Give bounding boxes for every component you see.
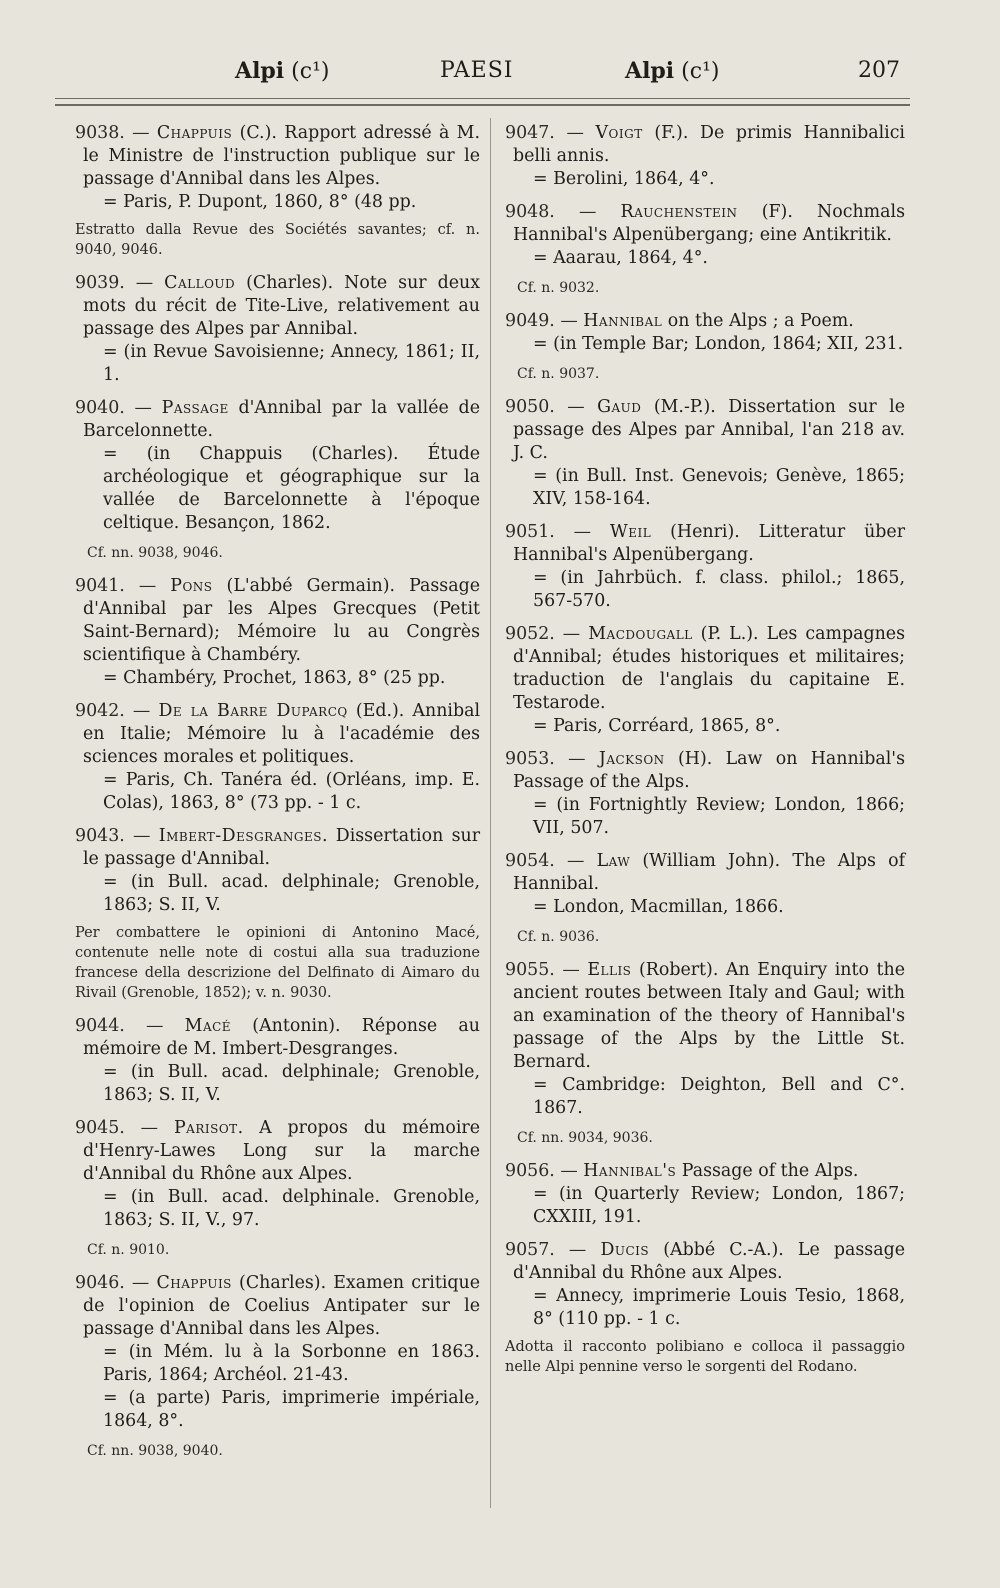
bibliography-entry [505, 521, 905, 613]
entry-number: 9043. — [75, 826, 159, 846]
entry-number: 9046. — [75, 1273, 157, 1293]
entry-cross-reference: Cf. nn. 9034, 9036. [517, 1130, 653, 1146]
entry-publication: = (in Fortnightly Review; London, 1866; VII, 507. [533, 795, 905, 838]
entry-author: Hannibal's [583, 1161, 677, 1181]
bibliography-entry [505, 959, 905, 1120]
bibliography-entry [505, 1160, 905, 1229]
entry-publication: = (in Temple Bar; London, 1864; XII, 231. [533, 334, 904, 354]
entry-citation [505, 310, 905, 333]
entry-number: 9044. — [75, 1016, 185, 1036]
running-header [40, 58, 940, 88]
entry-title: (H). Law on Hannibal's Passage of the Alps. [513, 749, 905, 792]
entry-cross-reference: Cf. n. 9036. [517, 929, 600, 945]
entry-publication: = (in Mém. lu à la Sorbonne en 1863. Paris, 1864; Archéol. 21-43. [103, 1342, 480, 1385]
entry-number: 9039. — [75, 273, 165, 293]
entry-publication: = (in Revue Savoisienne; Annecy, 1861; II, 1. [103, 342, 480, 385]
entry-title: (F.). De primis Hannibalici belli annis. [513, 123, 905, 166]
entry-citation [75, 272, 480, 341]
entry-author: Ellis [587, 960, 632, 980]
entry-citation [75, 825, 481, 871]
entry-publication: = (in Quarterly Review; London, 1867; CXXIII, 191. [533, 1184, 905, 1227]
bibliography-entry [505, 396, 905, 511]
entry-number: 9051. — [505, 522, 610, 542]
bibliography-entry [75, 575, 480, 690]
bibliography-entry [75, 1272, 480, 1433]
entry-citation [505, 396, 906, 465]
entry-number: 9052. — [505, 624, 589, 644]
entry-title: (P. L.). Les campagnes d'Annibal; études historiques et militaires; traduction de l'anglais du capitaine E. Testarode. [513, 624, 906, 713]
entry-author: Ducis [600, 1240, 650, 1260]
entry-title: (Henri). Litteratur über Hannibal's Alpenübergang. [513, 522, 906, 565]
entry-number: 9042. — [75, 701, 159, 721]
bibliography-entry [505, 623, 905, 738]
entry-citation [75, 1015, 480, 1061]
entry-author: Pons [170, 576, 213, 596]
entry-author: Macdougall [588, 624, 693, 644]
entry-citation [75, 700, 481, 769]
entry-number: 9056. — [505, 1161, 584, 1181]
entry-cross-reference: Cf. n. 9010. [87, 1242, 170, 1258]
entry-number: 9047. — [505, 123, 596, 143]
entry-publication: = Aaarau, 1864, 4°. [533, 248, 708, 268]
entry-title: (Ed.). Annibal en Italie; Mémoire lu à l'académie des sciences morales et politiques. [83, 701, 481, 767]
entry-cross-reference: Cf. nn. 9038, 9040. [87, 1443, 223, 1459]
entry-publication: = Paris, Corréard, 1865, 8°. [533, 716, 781, 736]
entry-author: Calloud [164, 273, 236, 293]
header-rule-thick [55, 104, 910, 106]
left-column [75, 122, 480, 1473]
entry-citation [505, 623, 906, 715]
entry-author: De la Barre Duparcq [158, 701, 348, 721]
entry-number: 9040. — [75, 398, 162, 418]
bibliography-entry [505, 310, 905, 356]
entry-title: (C.). Rapport adressé à M. le Ministre de l'instruction publique sur le passage d'Annibal dans les Alpes. [83, 123, 480, 189]
entry-author: Rauchenstein [620, 202, 738, 222]
entry-citation [75, 397, 480, 443]
entry-author: Imbert-Desgranges [158, 826, 322, 846]
entry-number: 9055. — [505, 960, 588, 980]
bibliography-entry [505, 201, 905, 270]
entry-cross-reference: Cf. n. 9032. [517, 280, 600, 296]
entry-note: Adotta il racconto polibiano e colloca il passaggio nelle Alpi pennine verso le sorgenti del Rodano. [505, 1339, 905, 1375]
column-divider [490, 118, 491, 1508]
entry-cross-reference: Cf. n. 9037. [517, 366, 600, 382]
entry-citation [75, 575, 481, 667]
entry-title: (Robert). An Enquiry into the ancient routes between Italy and Gaul; with an examination of the theory of Hannibal's passage of the Alps by the Little St. Bernard. [513, 960, 906, 1072]
entry-publication: = Paris, P. Dupont, 1860, 8° (48 pp. [103, 192, 417, 212]
entry-author: Jackson [598, 749, 665, 769]
entry-note: Per combattere le opinioni di Antonino Macé, contenute nelle note di costui alla sua traduzione francese della descrizione del Delfinato di Aimaro du Rivail (Grenoble, 1852); v. n. 9030. [75, 925, 480, 1001]
entry-number: 9050. — [505, 397, 598, 417]
entry-number: 9041. — [75, 576, 171, 596]
entry-publication: = (in Chappuis (Charles). Étude archéologique et géographique sur la vallée de Barcelonnette à l'époque celtique. Besançon, 1862. [103, 444, 480, 533]
entry-title: . A propos du mémoire d'Henry-Lawes Long sur la marche d'Annibal du Rhône aux Alpes. [83, 1118, 480, 1184]
right-column [505, 122, 905, 1389]
entry-title: . Dissertation sur le passage d'Annibal. [83, 826, 481, 869]
page-number: 207 [858, 58, 900, 83]
entry-citation [505, 1239, 906, 1285]
entry-title: (Abbé C.-A.). Le passage d'Annibal du Rhône aux Alpes. [513, 1240, 906, 1283]
entry-number: 9048. — [505, 202, 621, 222]
header-rule-thin [55, 98, 910, 99]
entry-author: Voigt [595, 123, 643, 143]
entry-author: Chappuis [156, 123, 233, 143]
entry-title: (F). Nochmals Hannibal's Alpenübergang; eine Antikritik. [513, 202, 905, 245]
entry-title: (Charles). Examen critique de l'opinion de Coelius Antipater sur le passage d'Annibal dans les Alpes. [83, 1273, 481, 1339]
entry-publication: = Chambéry, Prochet, 1863, 8° (25 pp. [103, 668, 446, 688]
entry-citation [505, 959, 906, 1074]
entry-citation [75, 122, 480, 191]
entry-title: (Antonin). Réponse au mémoire de M. Imbert-Desgranges. [83, 1016, 480, 1059]
bibliography-entry [75, 122, 480, 214]
entry-publication: = London, Macmillan, 1866. [533, 897, 784, 917]
entry-publication: = (in Jahrbüch. f. class. philol.; 1865, 567-570. [533, 568, 905, 611]
entry-author: Weil [609, 522, 652, 542]
entry-citation [505, 850, 906, 896]
entry-author: Chappuis [156, 1273, 232, 1293]
bibliography-entry [505, 850, 905, 919]
bibliography-entry [75, 397, 480, 535]
entry-citation [505, 122, 905, 168]
bibliography-entry [75, 700, 480, 815]
header-center: PAESI [440, 58, 514, 83]
entry-publication: = (in Bull. Inst. Genevois; Genève, 1865; XIV, 158-164. [533, 466, 905, 509]
entry-number: 9053. — [505, 749, 599, 769]
entry-publication: = Berolini, 1864, 4°. [533, 169, 715, 189]
entry-author: Parisot [173, 1118, 238, 1138]
entry-publication: = Cambridge: Deighton, Bell and C°. 1867. [533, 1075, 905, 1118]
header-left: Alpi (c¹) [235, 58, 330, 84]
bibliography-entry [75, 1117, 480, 1232]
entry-title: d'Annibal par la vallée de Barcelonnette. [83, 398, 480, 441]
entry-title: (L'abbé Germain). Passage d'Annibal par les Alpes Grecques (Petit Saint-Bernard); Mémoire lu au Congrès scientifique à Chambéry. [83, 576, 481, 665]
entry-publication: = (in Bull. acad. delphinale; Grenoble, 1863; S. II, V. [103, 872, 480, 915]
entry-note: Estratto dalla Revue des Sociétés savantes; cf. n. 9040, 9046. [75, 222, 480, 258]
entry-citation [505, 521, 906, 567]
entry-publication: = Paris, Ch. Tanéra éd. (Orléans, imp. E. Colas), 1863, 8° (73 pp. - 1 c. [103, 770, 480, 813]
entry-title: (William John). The Alps of Hannibal. [513, 851, 906, 894]
entry-title: (M.-P.). Dissertation sur le passage des Alpes par Annibal, l'an 218 av. J. C. [513, 397, 906, 463]
entry-author: Law [596, 851, 631, 871]
entry-number: 9049. — [505, 311, 584, 331]
entry-citation [505, 1160, 905, 1183]
entry-number: 9054. — [505, 851, 597, 871]
bibliography-entry [505, 122, 905, 191]
entry-citation [75, 1272, 481, 1341]
entry-author: Macé [184, 1016, 232, 1036]
entry-cross-reference: Cf. nn. 9038, 9046. [87, 545, 223, 561]
entry-author: Hannibal [583, 311, 663, 331]
entry-title: Passage of the Alps. [676, 1161, 859, 1181]
entry-number: 9045. — [75, 1118, 174, 1138]
entry-author: Passage [161, 398, 229, 418]
entry-citation [75, 1117, 480, 1186]
bibliography-entry [75, 825, 480, 917]
header-right: Alpi (c¹) [625, 58, 720, 84]
entry-citation [505, 201, 905, 247]
bibliography-entry [75, 272, 480, 387]
bibliography-entry [75, 1015, 480, 1107]
entry-citation [505, 748, 905, 794]
entry-publication: = Annecy, imprimerie Louis Tesio, 1868, 8° (110 pp. - 1 c. [533, 1286, 905, 1329]
entry-publication: = (in Bull. acad. delphinale. Grenoble, 1863; S. II, V., 97. [103, 1187, 480, 1230]
bibliography-entry [505, 1239, 905, 1331]
entry-title: (Charles). Note sur deux mots du récit de Tite-Live, relativement au passage des Alpes par Annibal. [83, 273, 480, 339]
entry-publication: = (a parte) Paris, imprimerie impériale, 1864, 8°. [103, 1388, 480, 1431]
entry-publication: = (in Bull. acad. delphinale; Grenoble, 1863; S. II, V. [103, 1062, 480, 1105]
entry-number: 9038. — [75, 123, 157, 143]
bibliography-entry [505, 748, 905, 840]
entry-number: 9057. — [505, 1240, 601, 1260]
entry-author: Gaud [597, 397, 642, 417]
entry-title: on the Alps ; a Poem. [662, 311, 854, 331]
